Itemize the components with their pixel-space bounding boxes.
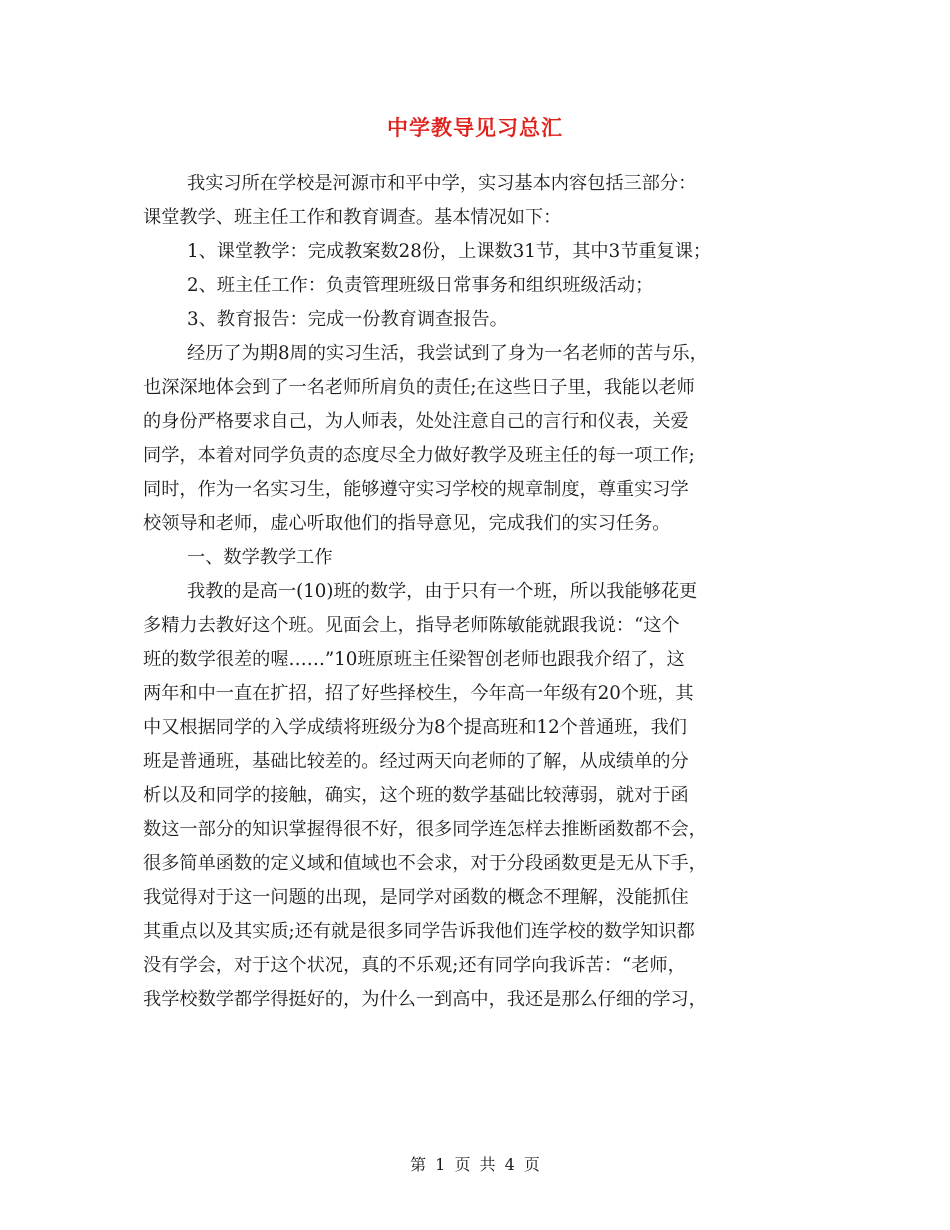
text-line: 校领导和老师，虚心听取他们的指导意见，完成我们的实习任务。 [143,513,671,534]
text-line: 很多简单函数的定义域和值域也不会求，对于分段函数更是无从下手， [143,853,707,874]
text-line: 中又根据同学的入学成绩将班级分为8个提高班和12个普通班，我们 [143,717,687,738]
text-line: 一、数学教学工作 [187,547,333,568]
text-line: 多精力去教好这个班。见面会上，指导老师陈敏能就跟我说：“这个 [143,615,680,636]
text-line: 数这一部分的知识掌握得很不好，很多同学连怎样去推断函数都不会， [143,819,707,840]
text-line: 同学，本着对同学负责的态度尽全力做好教学及班主任的每一项工作; [143,445,695,466]
text-line: 课堂教学、班主任工作和教育调查。基本情况如下： [143,207,562,228]
text-line: 析以及和同学的接触，确实，这个班的数学基础比较薄弱，就对于函 [143,785,689,806]
text-line: 没有学会，对于这个状况，真的不乐观;还有同学向我诉苦：“老师， [143,955,686,976]
text-line: 3、教育报告：完成一份教育调查报告。 [187,309,508,330]
text-line: 1、课堂教学：完成教案数28份，上课数31节，其中3节重复课； [187,241,712,262]
body-text [143,167,813,1017]
text-line: 我学校数学都学得挺好的，为什么一到高中，我还是那么仔细的学习， [143,989,707,1010]
text-line: 我实习所在学校是河源市和平中学，实习基本内容包括三部分： [187,173,697,194]
page-title: 中学教导见习总汇 [387,115,563,140]
text-line: 也深深地体会到了一名老师所肩负的责任;在这些日子里，我能以老师 [143,377,695,398]
text-line: 两年和中一直在扩招，招了好些择校生，今年高一年级有20个班，其 [143,683,694,704]
text-line: 班是普通班，基础比较差的。经过两天向老师的了解，从成绩单的分 [143,751,689,772]
text-line: 其重点以及其实质;还有就是很多同学告诉我他们连学校的数学知识都 [143,921,695,942]
text-line: 的身份严格要求自己，为人师表，处处注意自己的言行和仪表，关爱 [143,411,689,432]
text-line: 经历了为期8周的实习生活，我尝试到了身为一名老师的苦与乐， [187,343,708,364]
text-line: 我教的是高一(10)班的数学，由于只有一个班，所以我能够花更 [187,581,698,602]
page-footer: 第 1 页 共 4 页 [410,1155,540,1174]
text-line: 班的数学很差的喔……”10班原班主任梁智创老师也跟我介绍了，这 [143,649,685,670]
text-line: 2、班主任工作：负责管理班级日常事务和组织班级活动； [187,275,654,296]
text-line: 我觉得对于这一问题的出现，是同学对函数的概念不理解，没能抓住 [143,887,689,908]
text-line: 同时，作为一名实习生，能够遵守实习学校的规章制度，尊重实习学 [143,479,689,500]
